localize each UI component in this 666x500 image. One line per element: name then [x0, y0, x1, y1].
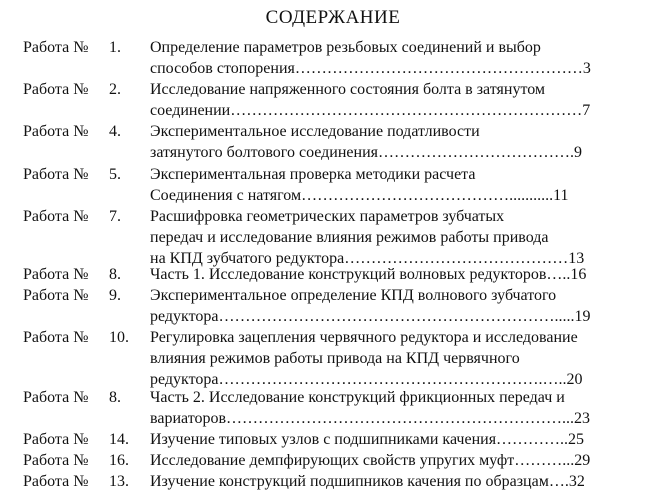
entry-line: Часть 2. Исследование конструкций фрикционных передач и — [150, 389, 565, 406]
work-label: Работа № — [23, 473, 89, 490]
entry-line: вариаторов………………………………………………………...23 — [150, 410, 591, 427]
entry-line: соединении…………………………………………………………7 — [150, 102, 591, 119]
entry-line: Экспериментальное определение КПД волнового зубчатого — [150, 287, 557, 304]
entry-text — [150, 285, 636, 327]
entry-text — [150, 121, 636, 163]
work-label: Работа № — [23, 208, 89, 225]
entry-line: Расшифровка геометрических параметров зубчатых — [150, 208, 505, 225]
entry-text — [150, 164, 636, 206]
work-number: 1. — [109, 39, 121, 56]
entry-line: редуктора……………………………………………………….....19 — [150, 308, 591, 325]
entry-line: Изучение конструкций подшипников качения по образцам….32 — [150, 473, 585, 490]
work-label: Работа № — [23, 81, 89, 98]
entry-line: Определение параметров резьбовых соединений и выбор — [150, 39, 541, 56]
entry-text — [150, 206, 636, 269]
entry-line: передач и исследование влияния режимов работы привода — [150, 229, 549, 246]
entry-line: Регулировка зацепления червячного редуктора и исследование — [150, 329, 578, 346]
work-number: 10. — [109, 329, 129, 346]
entry-line: влияния режимов работы привода на КПД червячного — [150, 350, 520, 367]
entry-line: Экспериментальное исследование податливости — [150, 123, 480, 140]
entry-line: способов стопорения………………………………………………3 — [150, 60, 591, 77]
entry-text — [150, 450, 636, 471]
page-title: СОДЕРЖАНИЕ — [265, 7, 401, 28]
entry-line: редуктора…………………………………………………….…..20 — [150, 371, 583, 388]
work-label: Работа № — [23, 166, 89, 183]
entry-line: Часть 1. Исследование конструкций волновых редукторов…..16 — [150, 266, 587, 283]
work-label: Работа № — [23, 266, 89, 283]
entry-text — [150, 429, 636, 450]
work-label: Работа № — [23, 452, 89, 469]
work-number: 8. — [109, 266, 121, 283]
work-number: 4. — [109, 123, 121, 140]
entry-text — [150, 264, 636, 285]
entry-line: Исследование напряженного состояния болта в затянутом — [150, 81, 546, 98]
entry-text — [150, 79, 636, 121]
entry-text — [150, 387, 636, 429]
entry-line: затянутого болтового соединения……………………………….9 — [150, 144, 582, 161]
work-number: 16. — [109, 452, 129, 469]
entry-text — [150, 327, 636, 390]
entry-text — [150, 37, 636, 79]
work-number: 2. — [109, 81, 121, 98]
work-label: Работа № — [23, 329, 89, 346]
work-label: Работа № — [23, 123, 89, 140]
work-number: 13. — [109, 473, 129, 490]
entry-line: Соединения с натягом…………………………………...........11 — [150, 187, 569, 204]
work-number: 9. — [109, 287, 121, 304]
work-number: 8. — [109, 389, 121, 406]
work-label: Работа № — [23, 39, 89, 56]
work-number: 5. — [109, 166, 121, 183]
work-number: 14. — [109, 431, 129, 448]
work-label: Работа № — [23, 431, 89, 448]
entry-line: Исследование демпфирующих свойств упругих муфт………...29 — [150, 452, 591, 469]
entry-line: Экспериментальная проверка методики расчета — [150, 166, 476, 183]
entry-line: на КПД зубчатого редуктора……………………………………13 — [150, 250, 585, 267]
entry-line: Изучение типовых узлов с подшипниками качения…………..25 — [150, 431, 585, 448]
entry-text — [150, 471, 636, 492]
work-label: Работа № — [23, 389, 89, 406]
work-label: Работа № — [23, 287, 89, 304]
work-number: 7. — [109, 208, 121, 225]
